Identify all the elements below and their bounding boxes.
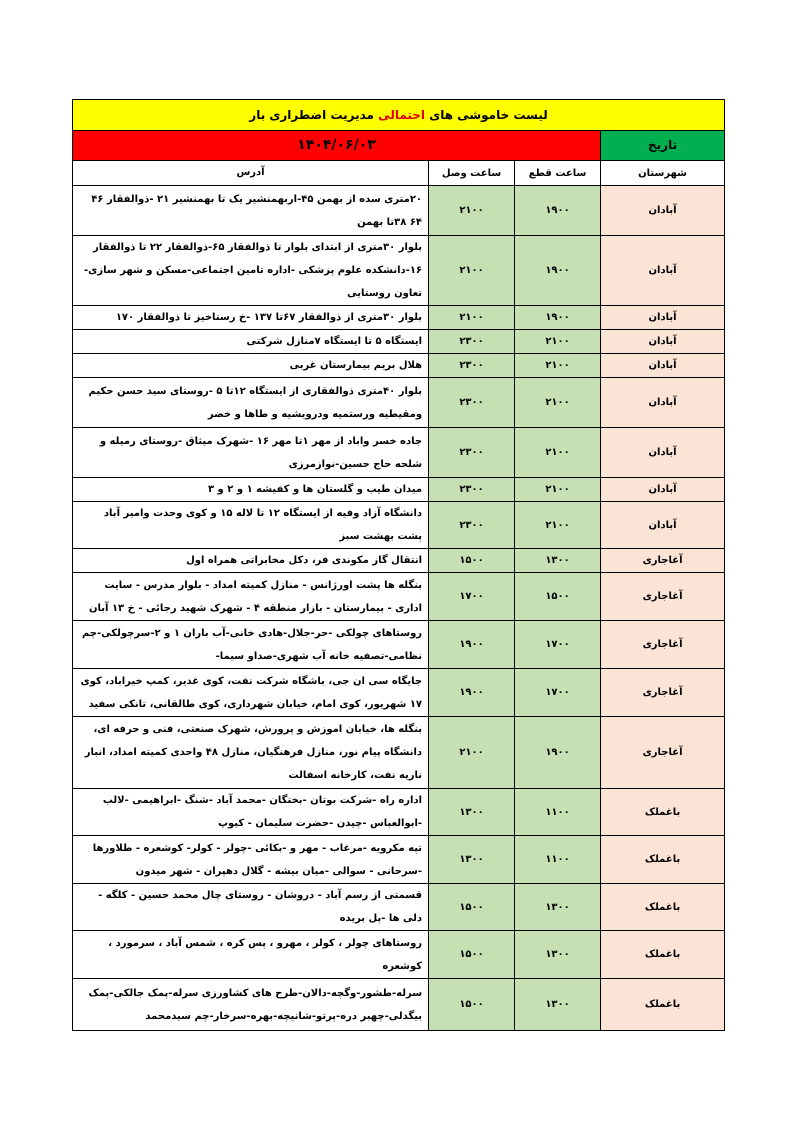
cell-cut-time: ۱۳۰۰ xyxy=(515,979,601,1031)
cell-city: آبادان xyxy=(601,428,725,478)
outage-table xyxy=(72,99,725,1031)
cell-connect-time: ۱۵۰۰ xyxy=(429,931,515,979)
cell-city: آغاجاری xyxy=(601,717,725,789)
title-row xyxy=(73,100,725,131)
cell-cut-time: ۲۱۰۰ xyxy=(515,478,601,502)
cell-connect-time: ۲۱۰۰ xyxy=(429,717,515,789)
cell-cut-time: ۱۳۰۰ xyxy=(515,931,601,979)
cell-address: ۲۰متری سده از بهمن ۴۵-اربهمنشیر یک تا بهمنشیر ۲۱ -ذوالفقار ۴۶ ۶۴ ۳۸تا بهمن xyxy=(73,186,429,236)
cell-city: آبادان xyxy=(601,354,725,378)
cell-cut-time: ۲۱۰۰ xyxy=(515,502,601,549)
cell-connect-time: ۱۵۰۰ xyxy=(429,979,515,1031)
cell-address: روستاهای چولر ، کولر ، مهرو ، پس کره ، شمس آباد ، سرمورد ، کوشعره xyxy=(73,931,429,979)
cell-address: تپه مکرویه -مرغاب - مهر و -بکائی -چولر - کولر- کوشعره - طلاورها -سرحانی - سوالی -میان بیشه - گلال دهپران - شهر میدون xyxy=(73,836,429,884)
cell-address: سرله-طشور-وگچه-دالان-طرح های کشاورزی سرله-پمک جالکی-پمک بیگدلی-چهبر دره-پرتو-شانیچه-بهره-سرخار-چم سیدمحمد xyxy=(73,979,429,1031)
cell-address: بنگله ها پشت اورژانس - منازل کمیته امداد - بلوار مدرس - سایت اداری - بیمارستان - بازار منطقه ۴ - شهرک شهید رجائی - خ ۱۳ آبان xyxy=(73,573,429,621)
cell-city: آغاجاری xyxy=(601,621,725,669)
cell-cut-time: ۱۳۰۰ xyxy=(515,884,601,931)
col-header-address: آدرس xyxy=(73,161,429,186)
cell-city: آغاجاری xyxy=(601,669,725,717)
cell-cut-time: ۱۹۰۰ xyxy=(515,236,601,306)
date-row xyxy=(73,131,725,161)
cell-cut-time: ۱۹۰۰ xyxy=(515,306,601,330)
table-row xyxy=(73,306,725,330)
cell-city: باغملک xyxy=(601,884,725,931)
cell-address: قسمتی از رسم آباد - دروشان - روستای چال محمد حسین - کلگه - دلی ها -پل بریده xyxy=(73,884,429,931)
cell-city: آبادان xyxy=(601,378,725,428)
cell-cut-time: ۱۷۰۰ xyxy=(515,621,601,669)
cell-address: بلوار ۴۰متری ذوالفقاری از ایستگاه ۱۲تا ۵ -روستای سید حسن حکیم ومقیطیه ورستمیه ودرویشیه و طاها و خضر xyxy=(73,378,429,428)
cell-connect-time: ۱۹۰۰ xyxy=(429,621,515,669)
cell-cut-time: ۱۵۰۰ xyxy=(515,573,601,621)
cell-cut-time: ۱۱۰۰ xyxy=(515,789,601,836)
col-header-connect: ساعت وصل xyxy=(429,161,515,186)
table-row xyxy=(73,836,725,884)
cell-address: روستاهای چولکی -حر-جلال-هادی خانی-آب باران ۱ و ۲-سرچولکی-چم نظامی-تصفیه خانه آب شهری-صداو سیما- xyxy=(73,621,429,669)
cell-cut-time: ۲۱۰۰ xyxy=(515,428,601,478)
cell-address: میدان طیب و گلستان ها و کفیشه ۱ و ۲ و ۳ xyxy=(73,478,429,502)
cell-connect-time: ۲۳۰۰ xyxy=(429,354,515,378)
cell-city: آبادان xyxy=(601,330,725,354)
cell-cut-time: ۱۹۰۰ xyxy=(515,717,601,789)
table-row xyxy=(73,669,725,717)
cell-address: ایستگاه ۵ تا ایستگاه ۷منازل شرکتی xyxy=(73,330,429,354)
cell-address: هلال بریم بیمارستان غربی xyxy=(73,354,429,378)
cell-address: جاده خسر واباد از مهر ۱تا مهر ۱۶ -شهرک میثاق -روستای رمیله و شلحه حاج حسین-نوازمرزی xyxy=(73,428,429,478)
cell-connect-time: ۲۱۰۰ xyxy=(429,306,515,330)
cell-connect-time: ۲۱۰۰ xyxy=(429,186,515,236)
cell-connect-time: ۲۱۰۰ xyxy=(429,236,515,306)
title-after: مدیریت اضطراری بار xyxy=(249,107,374,122)
cell-cut-time: ۱۷۰۰ xyxy=(515,669,601,717)
cell-city: آبادان xyxy=(601,186,725,236)
cell-city: باغملک xyxy=(601,979,725,1031)
title-highlight: احتمالی xyxy=(378,107,426,122)
table-row xyxy=(73,789,725,836)
table-row xyxy=(73,549,725,573)
cell-connect-time: ۲۳۰۰ xyxy=(429,330,515,354)
cell-city: آغاجاری xyxy=(601,549,725,573)
date-label: تاریخ xyxy=(601,131,725,161)
table-row xyxy=(73,186,725,236)
title-before: لیست خاموشی های xyxy=(429,107,548,122)
table-row xyxy=(73,330,725,354)
cell-connect-time: ۲۳۰۰ xyxy=(429,478,515,502)
date-value: ۱۴۰۴/۰۶/۰۳ xyxy=(73,131,601,161)
table-row xyxy=(73,573,725,621)
cell-address: بلوار ۳۰متری از ذوالفقار ۶۷تا ۱۳۷ -خ رستاخیز تا ذوالفقار ۱۷۰ xyxy=(73,306,429,330)
cell-address: بنگله ها، خیابان اموزش و پرورش، شهرک صنعتی، فنی و حرفه ای، دانشگاه پیام نور، منازل فرهنگیان، منازل ۴۸ واحدی کمیته امداد، انبار ناریه نفت، کارخانه اسفالت xyxy=(73,717,429,789)
cell-address: انتقال گاز مکوندی فر، دکل مخابراتی همراه اول xyxy=(73,549,429,573)
table-row xyxy=(73,478,725,502)
cell-city: باغملک xyxy=(601,931,725,979)
cell-city: آبادان xyxy=(601,236,725,306)
cell-address: جایگاه سی ان جی، باشگاه شرکت نفت، کوی غدیر، کمپ خیراباد، کوی ۱۷ شهریور، کوی امام، خیابان شهرداری، کوی طالقانی، تانکی سفید xyxy=(73,669,429,717)
header-row xyxy=(73,161,725,186)
cell-address: بلوار ۳۰متری از ابتدای بلوار تا ذوالفقار ۶۵-ذوالفقار ۲۲ تا ذوالفقار ۱۶-دانشکده علوم پزشکی -اداره تامین اجتماعی-مسکن و شهر سازی-تعاون روستایی xyxy=(73,236,429,306)
cell-city: آبادان xyxy=(601,306,725,330)
table-row xyxy=(73,236,725,306)
table-row xyxy=(73,884,725,931)
cell-connect-time: ۲۳۰۰ xyxy=(429,428,515,478)
cell-city: باغملک xyxy=(601,789,725,836)
cell-cut-time: ۱۱۰۰ xyxy=(515,836,601,884)
col-header-city: شهرستان xyxy=(601,161,725,186)
table-row xyxy=(73,428,725,478)
sheet-title xyxy=(73,100,725,131)
cell-city: آغاجاری xyxy=(601,573,725,621)
table-row xyxy=(73,979,725,1031)
table-row xyxy=(73,717,725,789)
col-header-cut: ساعت قطع xyxy=(515,161,601,186)
cell-connect-time: ۲۳۰۰ xyxy=(429,378,515,428)
cell-address: دانشگاه آزاد وفیه از ایستگاه ۱۲ تا لاله ۱۵ و کوی وحدت وامیر آباد پشت بهشت سبز xyxy=(73,502,429,549)
cell-connect-time: ۱۵۰۰ xyxy=(429,549,515,573)
cell-cut-time: ۱۹۰۰ xyxy=(515,186,601,236)
cell-cut-time: ۲۱۰۰ xyxy=(515,378,601,428)
table-row xyxy=(73,354,725,378)
table-row xyxy=(73,621,725,669)
table-row xyxy=(73,502,725,549)
cell-connect-time: ۱۷۰۰ xyxy=(429,573,515,621)
cell-city: آبادان xyxy=(601,502,725,549)
table-row xyxy=(73,931,725,979)
cell-cut-time: ۲۱۰۰ xyxy=(515,354,601,378)
cell-connect-time: ۱۳۰۰ xyxy=(429,789,515,836)
table-row xyxy=(73,378,725,428)
cell-city: آبادان xyxy=(601,478,725,502)
cell-city: باغملک xyxy=(601,836,725,884)
cell-connect-time: ۱۵۰۰ xyxy=(429,884,515,931)
cell-cut-time: ۲۱۰۰ xyxy=(515,330,601,354)
cell-cut-time: ۱۳۰۰ xyxy=(515,549,601,573)
cell-connect-time: ۱۹۰۰ xyxy=(429,669,515,717)
cell-address: اداره راه -شرکت بوتان -بختگان -محمد آباد -شنگ -ابراهیمی -لالب -ابوالعباس -چیدن -حضرت سلیمان - کیوپ xyxy=(73,789,429,836)
cell-connect-time: ۲۳۰۰ xyxy=(429,502,515,549)
cell-connect-time: ۱۳۰۰ xyxy=(429,836,515,884)
